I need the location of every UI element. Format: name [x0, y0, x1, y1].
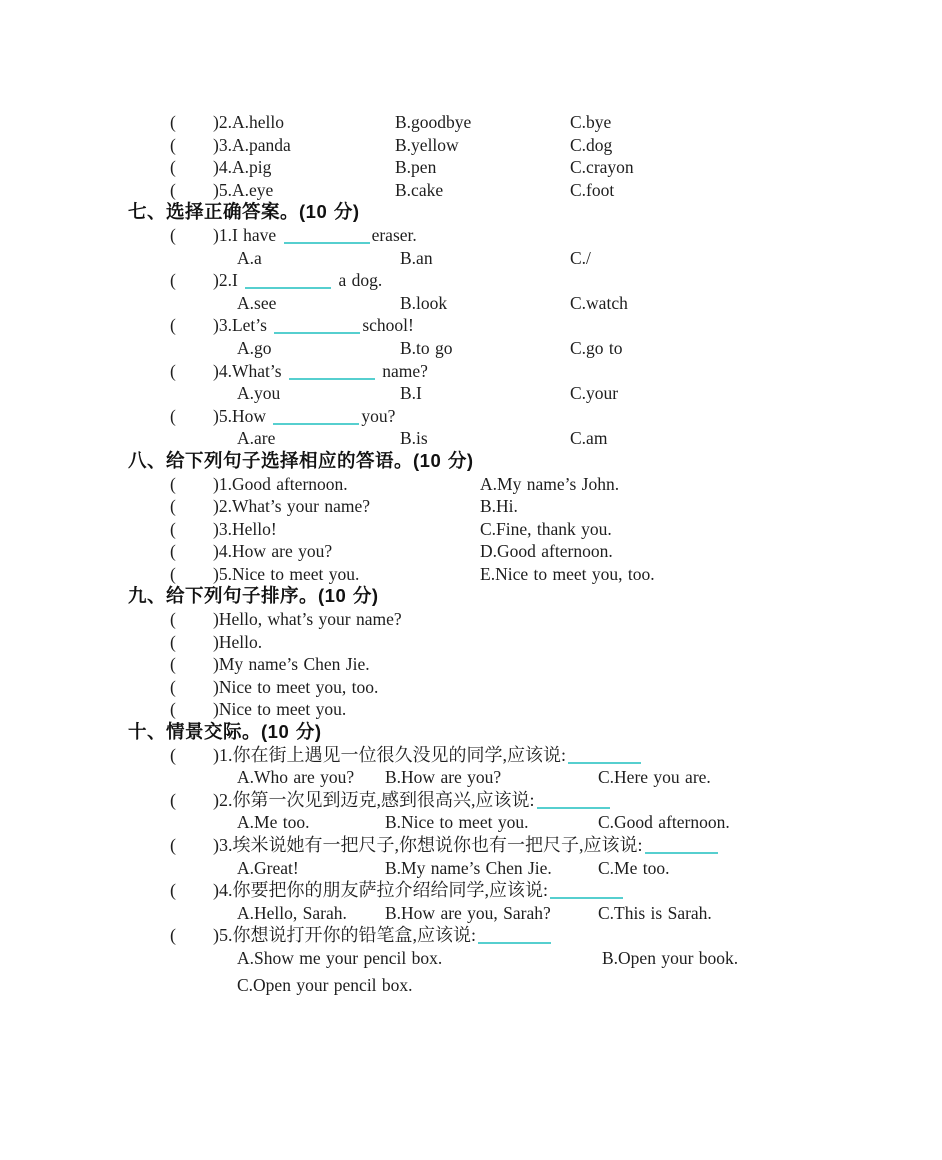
option-cell [480, 518, 612, 541]
option-cell [400, 292, 570, 315]
answer-bracket: ( [170, 405, 176, 426]
text-run: )1.Good afternoon. [213, 473, 348, 494]
text-run: )Nice to meet you. [213, 699, 347, 720]
section-header: 九、给下列句子排序。(10 分) [128, 585, 379, 607]
text-run: a dog. [333, 270, 383, 291]
question-line [0, 405, 942, 428]
text-run: C.Me too. [598, 857, 670, 878]
options-line [0, 947, 942, 970]
option-cell [213, 518, 480, 541]
text-run: C.Good afternoon. [598, 812, 730, 833]
option-cell [213, 473, 480, 496]
question-line [0, 269, 942, 292]
answer-blank [550, 885, 623, 899]
text-run: )5.How [213, 405, 272, 426]
text-run: C.This is Sarah. [598, 902, 712, 923]
text-run: A.Me too. [237, 812, 310, 833]
text-run: D.Good afternoon. [480, 541, 613, 562]
text-run: )5.A.eye [213, 179, 274, 200]
option-cell [385, 902, 598, 925]
text-run: A.Show me your pencil box. [237, 947, 443, 968]
answer-bracket: ( [170, 112, 176, 132]
answer-bracket: ( [170, 315, 176, 336]
answer-bracket: ( [170, 224, 176, 245]
text-run: )4.How are you? [213, 541, 333, 562]
answer-bracket: ( [170, 835, 176, 855]
options-line [0, 292, 942, 315]
option-cell [237, 337, 400, 360]
option-cell [570, 427, 607, 450]
text-run: B.Nice to meet you. [385, 812, 529, 833]
question-text [213, 269, 382, 292]
text-run: B.Open your book. [602, 947, 739, 968]
text-run: )1.I have [213, 224, 282, 245]
answer-bracket: ( [170, 563, 176, 584]
text-run: )3.A.panda [213, 134, 291, 155]
answer-bracket: ( [170, 744, 176, 765]
text-run: )1.你在街上遇见一位很久没见的同学,应该说: [213, 744, 566, 765]
question-text [213, 924, 553, 947]
text-run: A.see [237, 292, 277, 313]
options-line [0, 811, 942, 834]
answer-bracket: ( [170, 609, 176, 630]
option-cell [480, 540, 613, 563]
option-cell [570, 156, 634, 179]
option-cell [570, 337, 623, 360]
answer-bracket: ( [170, 270, 176, 291]
option-cell [602, 947, 738, 970]
question-line [0, 540, 942, 563]
text-run: C.Here you are. [598, 767, 711, 788]
text-run: )5.Nice to meet you. [213, 563, 360, 584]
text-run: C.foot [570, 179, 615, 200]
section-header: 八、给下列句子选择相应的答语。(10 分) [128, 449, 474, 471]
option-cell [237, 947, 602, 970]
text-run: A.a [237, 247, 262, 268]
question-line [0, 924, 942, 947]
answer-bracket: ( [170, 789, 176, 810]
question-line [0, 608, 942, 631]
answer-bracket: ( [170, 134, 176, 155]
text-run: A.you [237, 383, 281, 404]
option-cell [570, 247, 591, 270]
option-cell [213, 111, 395, 134]
text-run: )2.I [213, 270, 244, 291]
option-cell [237, 811, 385, 834]
text-run: )3.埃米说她有一把尺子,你想说你也有一把尺子,应该说: [213, 835, 643, 855]
option-cell [480, 473, 619, 496]
text-run: )3.Hello! [213, 518, 277, 539]
option-cell [237, 427, 400, 450]
question-line [0, 360, 942, 383]
text-run: C.am [570, 428, 608, 449]
text-run: C.dog [570, 134, 613, 155]
text-run: B.yellow [395, 134, 459, 155]
question-text [213, 789, 612, 812]
option-cell [213, 156, 395, 179]
answer-bracket: ( [170, 699, 176, 720]
answer-bracket: ( [170, 541, 176, 562]
option-cell [570, 179, 614, 202]
option-cell [237, 292, 400, 315]
option-cell [400, 337, 570, 360]
text-run: )2.你第一次见到迈克,感到很高兴,应该说: [213, 789, 535, 810]
text-run: B.pen [395, 157, 437, 178]
answer-blank [478, 930, 551, 944]
text-run: C./ [570, 247, 591, 268]
text-run: B.How are you, Sarah? [385, 902, 551, 923]
answer-bracket: ( [170, 473, 176, 494]
option-cell [570, 134, 612, 157]
text-run: B.to go [400, 337, 453, 358]
text-run: C.Open your pencil box. [237, 974, 413, 995]
text-run: B.My name’s Chen Jie. [385, 857, 552, 878]
option-cell [400, 427, 570, 450]
text-run: )4.你要把你的朋友萨拉介绍给同学,应该说: [213, 880, 548, 901]
option-cell [598, 857, 670, 880]
option-cell [385, 766, 598, 789]
question-line [0, 314, 942, 337]
text-run: A.Hello, Sarah. [237, 902, 347, 923]
question-text [213, 608, 402, 631]
option-cell [570, 292, 628, 315]
option-cell [395, 111, 570, 134]
answer-blank [274, 320, 360, 334]
answer-bracket: ( [170, 496, 176, 517]
text-run: E.Nice to meet you, too. [480, 563, 655, 584]
text-run: )2.A.hello [213, 112, 284, 132]
text-run: )5.你想说打开你的铅笔盒,应该说: [213, 925, 476, 946]
question-text [237, 974, 413, 997]
question-text [213, 676, 378, 699]
answer-blank [645, 840, 718, 854]
options-line [0, 427, 942, 450]
question-text [213, 631, 262, 654]
question-line [0, 698, 942, 721]
text-run: )Hello, what’s your name? [213, 609, 402, 630]
text-run: )3.Let’s [213, 315, 273, 336]
answer-bracket: ( [170, 880, 176, 901]
text-run: B.is [400, 428, 428, 449]
answer-bracket: ( [170, 631, 176, 652]
question-text [213, 879, 625, 902]
answer-bracket: ( [170, 360, 176, 381]
question-line [0, 653, 942, 676]
option-cell [237, 857, 385, 880]
question-line [0, 834, 942, 857]
answer-blank [245, 275, 331, 289]
question-line [0, 156, 942, 179]
text-run: )4.A.pig [213, 157, 272, 178]
text-run: B.I [400, 383, 422, 404]
option-cell [237, 247, 400, 270]
option-cell [598, 811, 730, 834]
answer-bracket: ( [170, 925, 176, 946]
text-run: B.look [400, 292, 448, 313]
option-cell [395, 179, 570, 202]
text-run: )4.What’s [213, 360, 287, 381]
answer-bracket: ( [170, 676, 176, 697]
options-line [0, 902, 942, 925]
options-line [0, 247, 942, 270]
option-cell [237, 902, 385, 925]
text-run: C.your [570, 383, 619, 404]
question-line [0, 495, 942, 518]
answer-blank [273, 411, 359, 425]
option-cell [385, 811, 598, 834]
question-line [0, 473, 942, 496]
text-run: C.crayon [570, 157, 634, 178]
section-header: 七、选择正确答案。(10 分) [128, 201, 360, 223]
question-text [213, 698, 346, 721]
text-run: A.go [237, 337, 272, 358]
text-run: C.watch [570, 292, 628, 313]
answer-blank [289, 366, 375, 380]
options-line [0, 337, 942, 360]
question-line [0, 563, 942, 586]
question-line [0, 518, 942, 541]
question-line [0, 179, 942, 202]
text-run: C.go to [570, 337, 623, 358]
option-cell [570, 111, 611, 134]
answer-blank [537, 795, 610, 809]
option-cell [400, 247, 570, 270]
question-text [213, 224, 417, 247]
question-text [213, 744, 643, 767]
text-run: )Nice to meet you, too. [213, 676, 379, 697]
answer-blank [284, 230, 370, 244]
section-header: 十、情景交际。(10 分) [128, 721, 322, 743]
text-run: B.goodbye [395, 112, 472, 132]
options-line [0, 974, 942, 997]
text-run: C.Fine, thank you. [480, 518, 612, 539]
question-line [0, 134, 942, 157]
question-line [0, 879, 942, 902]
option-cell [213, 495, 480, 518]
option-cell [213, 563, 480, 586]
option-cell [570, 382, 618, 405]
text-run: you? [361, 405, 396, 426]
question-text [213, 405, 395, 428]
answer-bracket: ( [170, 157, 176, 178]
options-line [0, 382, 942, 405]
options-line [0, 766, 942, 789]
text-run: eraser. [371, 224, 417, 245]
text-run: A.My name’s John. [480, 473, 620, 494]
text-run: )My name’s Chen Jie. [213, 654, 370, 675]
option-cell [213, 540, 480, 563]
text-run: name? [376, 360, 428, 381]
text-run: B.How are you? [385, 767, 502, 788]
answer-bracket: ( [170, 518, 176, 539]
question-line [0, 224, 942, 247]
question-text [213, 360, 428, 383]
question-text [213, 834, 720, 857]
question-line [0, 744, 942, 767]
answer-bracket: ( [170, 654, 176, 675]
text-run: A.are [237, 428, 276, 449]
option-cell [598, 766, 711, 789]
text-run: B.Hi. [480, 496, 518, 517]
text-run: B.cake [395, 179, 444, 200]
question-line [0, 789, 942, 812]
options-line [0, 857, 942, 880]
option-cell [395, 134, 570, 157]
option-cell [598, 902, 712, 925]
question-line [0, 676, 942, 699]
text-run: B.an [400, 247, 433, 268]
option-cell [480, 495, 518, 518]
text-run: C.bye [570, 112, 612, 132]
question-text [213, 653, 370, 676]
question-line [0, 111, 942, 134]
option-cell [395, 156, 570, 179]
text-run: )Hello. [213, 631, 263, 652]
option-cell [385, 857, 598, 880]
option-cell [237, 766, 385, 789]
question-text [213, 314, 414, 337]
option-cell [213, 134, 395, 157]
option-cell [480, 563, 655, 586]
option-cell [237, 382, 400, 405]
answer-blank [568, 750, 641, 764]
answer-bracket: ( [170, 179, 176, 200]
text-run: A.Great! [237, 857, 299, 878]
option-cell [400, 382, 570, 405]
text-run: )2.What’s your name? [213, 496, 371, 517]
question-line [0, 631, 942, 654]
text-run: school! [362, 315, 414, 336]
text-run: A.Who are you? [237, 767, 355, 788]
option-cell [213, 179, 395, 202]
